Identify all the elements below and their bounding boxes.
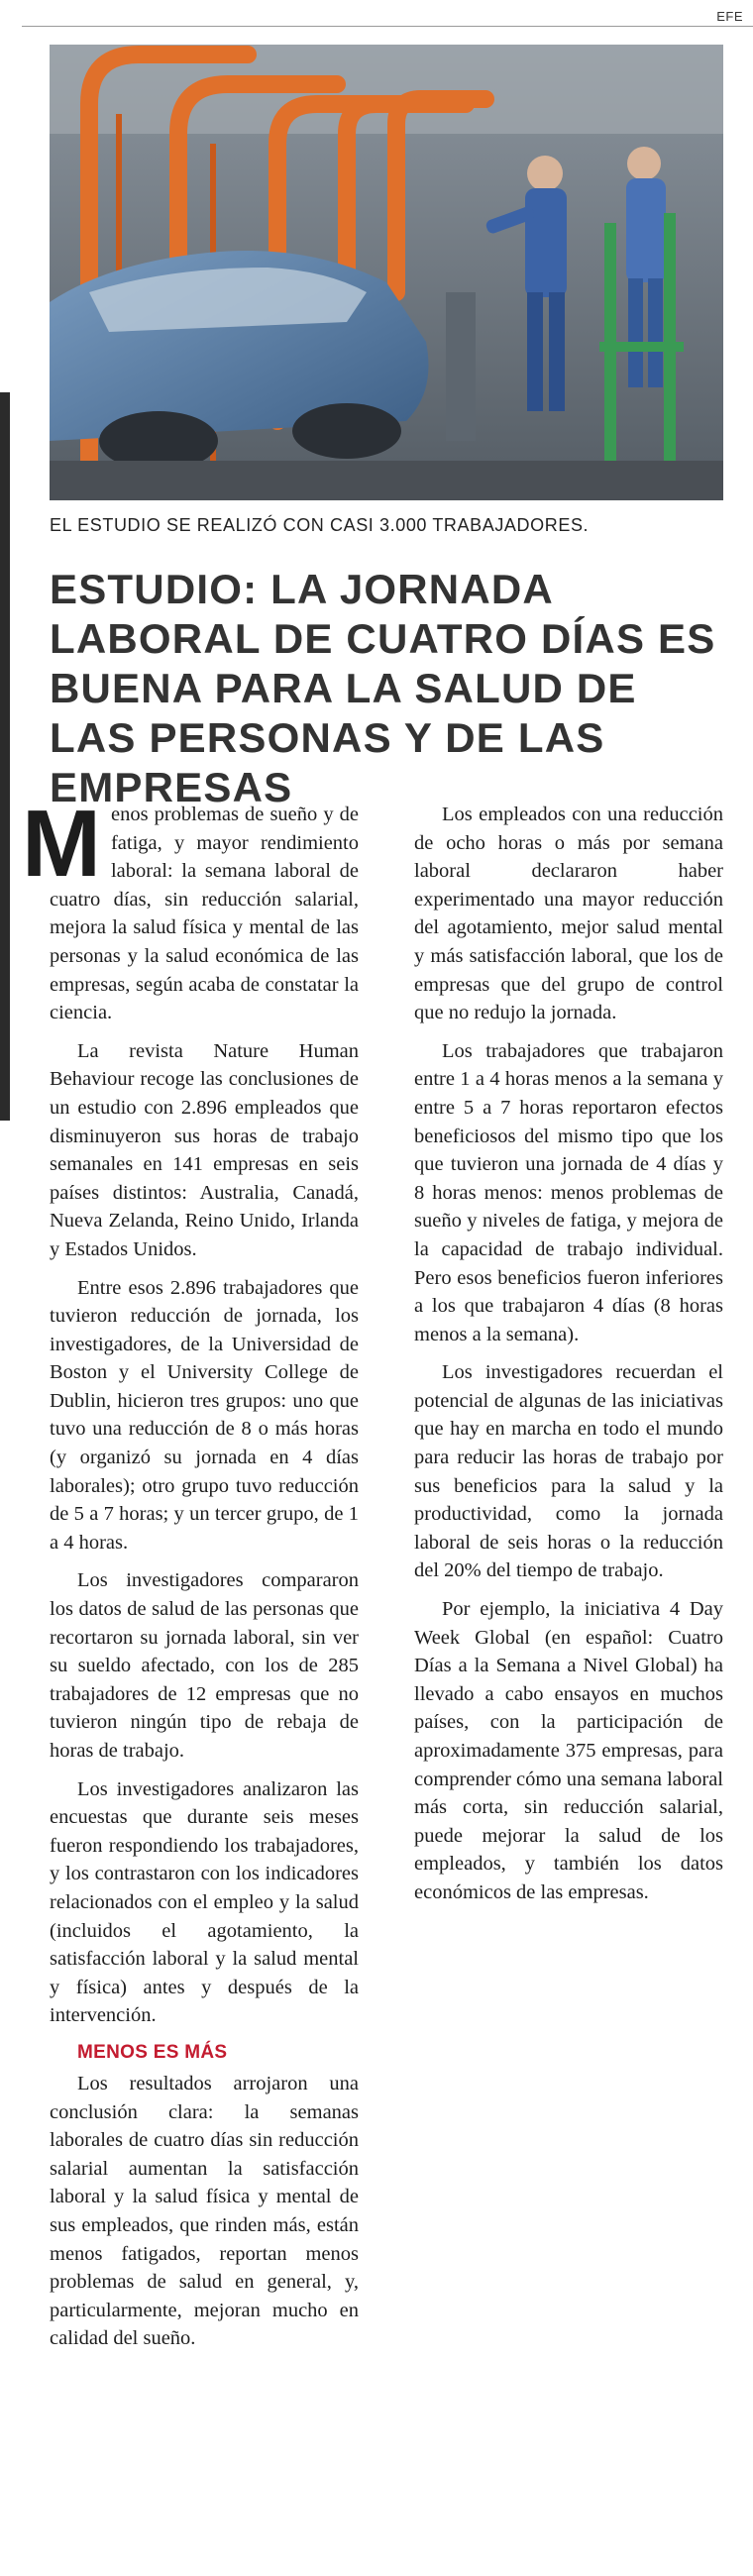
top-rule (22, 26, 753, 27)
paragraph-10: Por ejemplo, la iniciativa 4 Day Week Global (en español: Cuatro Días a la Semana a Nivel Global) ha llevado a cabo ensayos en muchos países, con la participación de aproximadamente 375 empresas, para comprender cómo una semana laboral más corta, sin reducción salarial, puede mejorar la salud de los empleados, y también los datos económicos de las empresas. (414, 1598, 723, 1903)
adjacent-column-fragment (0, 0, 14, 2576)
body-column-right (414, 801, 723, 1907)
paragraph-6: Los resultados arrojaron una conclusión clara: la semanas laborales de cuatro días sin reducción salarial aumentan la satisfacción laboral y la salud física y mental de sus empleados, que rinden más, están menos fatigados, reportan menos problemas de salud en general, y, particularmente, mejoran mucho en calidad del sueño. (50, 2072, 359, 2350)
adjacent-photo-edge (0, 392, 10, 1121)
body-column-left (22, 791, 359, 2353)
assembly-line-illustration (50, 45, 723, 500)
photo-credit: EFE (716, 9, 743, 24)
paragraph-3: Entre esos 2.896 trabajadores que tuvieron reducción de jornada, los investigadores, de la Universidad de Boston y el University College de Dublin, hicieron tres grupos: uno que tuvo una reducción de 8 o más horas (y organizó su jornada en 4 días laborales); otro grupo tuvo reducción de 5 a 7 horas; y un tercer grupo, de 1 a 4 horas. (50, 1276, 359, 1554)
photo-caption: EL ESTUDIO SE REALIZÓ CON CASI 3.000 TRABAJADORES. (50, 515, 590, 535)
paragraph-5: Los investigadores analizaron las encuestas que durante seis meses fueron respondiendo los trabajadores, y los contrastaron con los indicadores relacionados con el empleo y la salud (incluidos el agotamiento, la satisfacción laboral y la salud mental y física) antes y después de la intervención. (50, 1777, 359, 2027)
article-headline: ESTUDIO: LA JORNADA LABORAL DE CUATRO DÍAS ES BUENA PARA LA SALUD DE LAS PERSONAS Y DE LAS EMPRESAS (50, 566, 716, 810)
paragraph-1: Menos problemas de sueño y de fatiga, y mayor rendimiento laboral: la semana laboral de cuatro días, sin reducción salarial, mejora la salud física y mental de las personas y la salud económica de las empresas, según acaba de constatar la ciencia. (22, 791, 359, 1024)
paragraph-2: La revista Nature Human Behaviour recoge las conclusiones de un estudio con 2.896 empleados que disminuyeron sus horas de trabajo semanales en 141 empresas en seis países distintos: Australia, Canadá, Nueva Zelanda, Reino Unido, Irlanda y Estados Unidos. (50, 1039, 359, 1260)
paragraph-4: Los investigadores compararon los datos de salud de las personas que recortaron su jornada laboral, sin ver su sueldo afectado, con los de 285 trabajadores de 12 empresas que no tuvieron ningún tipo de rebaja de horas de trabajo. (50, 1569, 359, 1762)
paragraph-9: Los investigadores recuerdan el potencial de algunas de las iniciativas que hay en marcha en todo el mundo para reducir las horas de trabajo por sus beneficios para la salud y la productividad, como la jornada laboral de seis horas o la reducción del 20% del tiempo de trabajo. (414, 1361, 723, 1582)
paragraph-8: Los trabajadores que trabajaron entre 1 a 4 horas menos a la semana y entre 5 a 7 horas reportaron efectos beneficiosos del mismo tipo que los que tuvieron una jornada de 4 días y 8 horas menos: menos problemas de sueño y niveles de fatiga, y mejora de la capacidad de trabajo individual. Pero esos beneficios fueron inferiores a los que trabajaron 4 días (8 horas menos a la semana). (414, 1039, 723, 1345)
paragraph-7: Los empleados con una reducción de ocho horas o más por semana laboral declararon haber experimentado una mayor reducción del agotamiento, mejor salud mental y más satisfacción laboral, que los de empresas que del grupo de control que no redujo la jornada. (414, 804, 723, 1024)
drop-cap: M (22, 791, 101, 897)
article-photo (50, 45, 723, 500)
section-subhead: MENOS ES MÁS (77, 2041, 228, 2063)
